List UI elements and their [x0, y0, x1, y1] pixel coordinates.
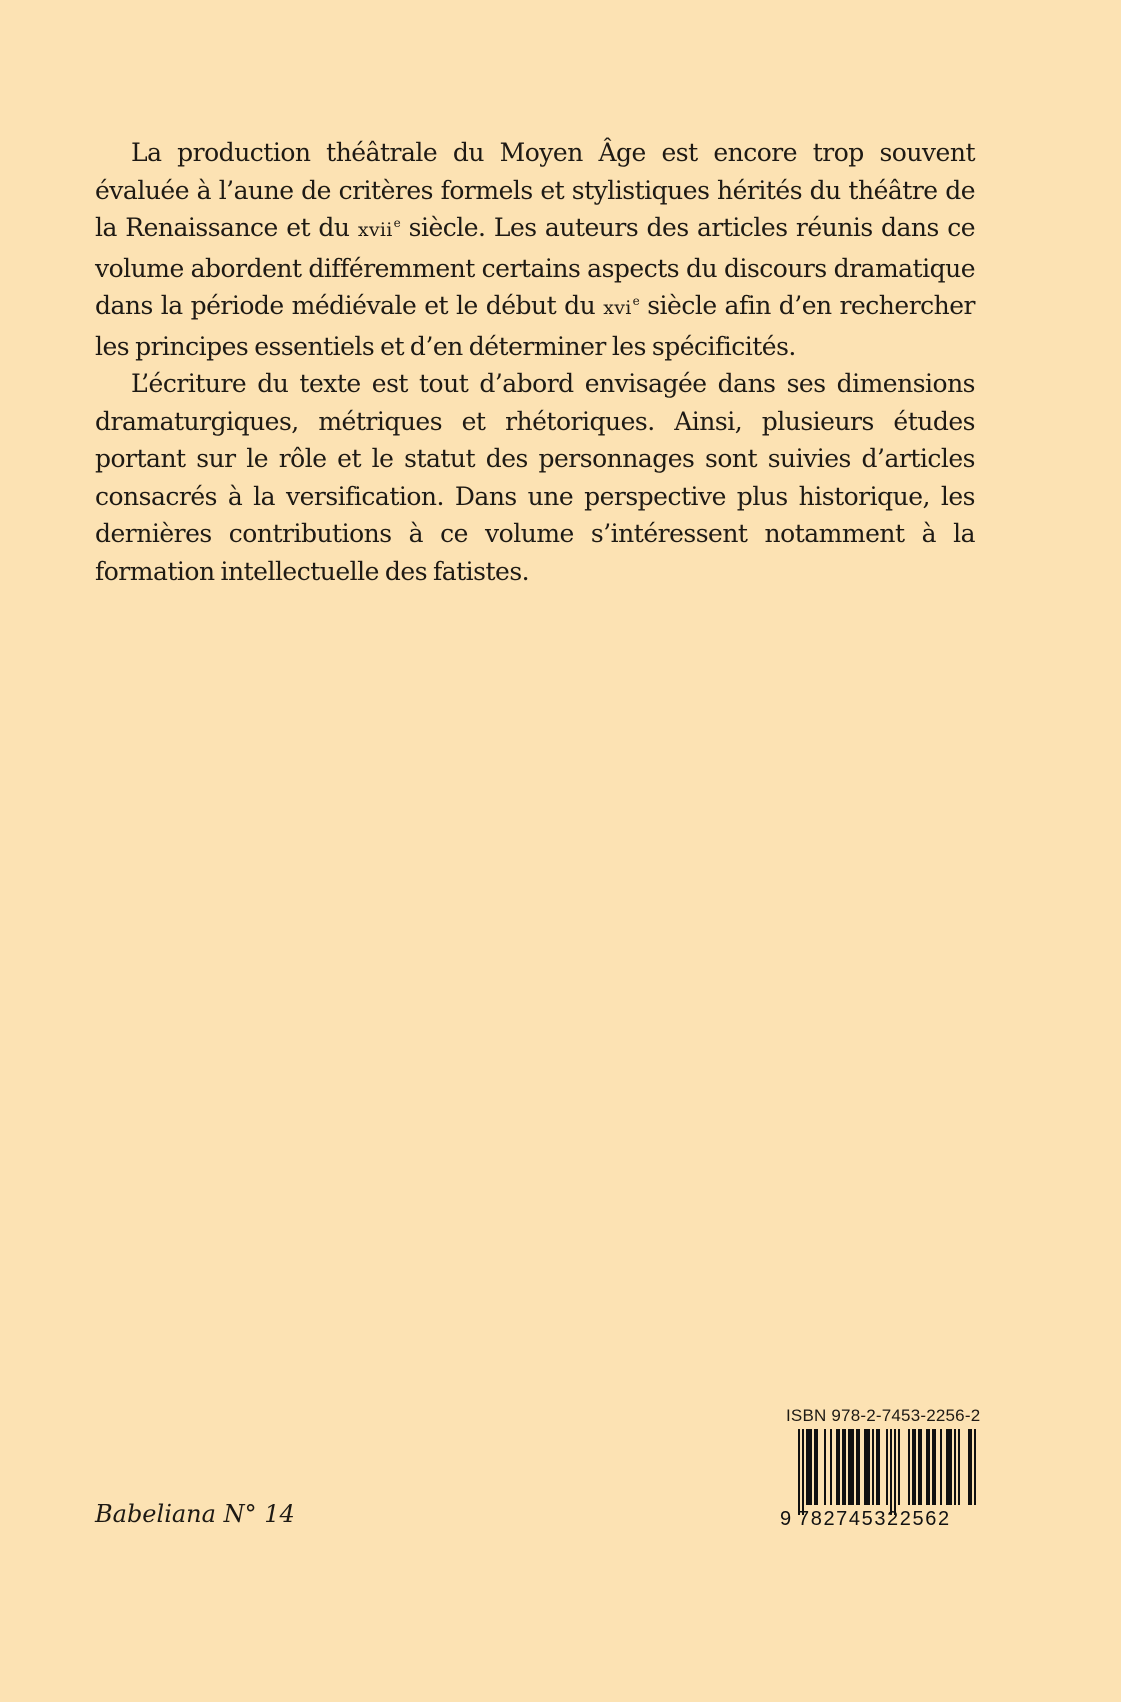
barcode-bar	[958, 1429, 960, 1505]
barcode-bar	[816, 1429, 818, 1505]
barcode-bar	[842, 1429, 844, 1505]
series-label: Babeliana N° 14	[95, 1500, 295, 1528]
barcode-bar	[908, 1429, 910, 1505]
barcode-bar	[802, 1429, 804, 1515]
barcode-bar	[920, 1429, 922, 1505]
barcode-bar	[878, 1429, 880, 1505]
barcode-bar	[894, 1429, 896, 1515]
barcode-bar	[932, 1429, 934, 1505]
barcode-bar	[852, 1429, 854, 1505]
barcode-bar	[866, 1429, 868, 1505]
barcode-bar	[946, 1429, 948, 1505]
barcode-bar	[838, 1429, 840, 1505]
blurb-paragraph-1	[95, 134, 975, 365]
barcode-bar	[898, 1429, 900, 1505]
barcode-bar	[890, 1429, 892, 1515]
century-numeral: xvi	[603, 297, 632, 319]
barcode-bar	[798, 1429, 800, 1515]
barcode-bar	[974, 1429, 976, 1505]
blurb-text: siècle. Les auteurs des articles réunis dans ce volume abordent différemment certains aspects du discours dramatique dans la période médiévale et le début du	[95, 213, 975, 320]
barcode-bar	[970, 1429, 972, 1505]
barcode-bar	[824, 1429, 826, 1505]
barcode-bar	[850, 1429, 852, 1505]
century-numeral: xvii	[357, 219, 393, 241]
barcode-bar	[848, 1429, 850, 1505]
barcode-bar	[912, 1429, 914, 1505]
barcode-bar	[806, 1429, 808, 1505]
blurb-paragraph-2: L’écriture du texte est tout d’abord envisagée dans ses dimensions dramaturgiques, métriques et rhétoriques. Ainsi, plusieurs études portant sur le rôle et le statut des personnages sont suivies d’articles consacrés à la versification. Dans une perspective plus historique, les dernières contributions à ce volume s’intéressent notamment à la formation intellectuelle des fatistes.	[95, 369, 975, 586]
barcode-bar	[940, 1429, 942, 1505]
barcode-icon	[780, 1429, 976, 1515]
barcode-bar	[858, 1429, 860, 1505]
barcode-bar	[934, 1429, 936, 1505]
barcode-bar	[948, 1429, 950, 1505]
barcode-bar	[864, 1429, 866, 1505]
barcode-bar	[830, 1429, 832, 1505]
century-suffix: e	[632, 294, 640, 308]
barcode-bar	[968, 1429, 970, 1505]
barcode-bar	[810, 1429, 812, 1505]
barcode-bar	[808, 1429, 810, 1505]
isbn-label: ISBN 978-2-7453-2256-2	[786, 1406, 981, 1425]
barcode-bar	[868, 1429, 870, 1505]
barcode-bar	[886, 1429, 888, 1505]
barcode-bar	[926, 1429, 928, 1505]
blurb-text: La production théâtrale du Moyen Âge est encore trop souvent évaluée à l’aune de critères formels et stylistiques hérités du théâtre de la Renaissance et du	[95, 138, 975, 242]
ean-first-digit: 9	[780, 1508, 792, 1530]
isbn-barcode-block	[780, 1406, 981, 1536]
blurb-text: siècle afin d’en rechercher les principes essentiels et d’en déterminer les spécificités.	[95, 291, 975, 361]
barcode-bar	[872, 1429, 874, 1505]
barcode-bar	[950, 1429, 952, 1505]
barcode-bar	[876, 1429, 878, 1505]
barcode-bar	[918, 1429, 920, 1505]
barcode-bar	[928, 1429, 930, 1505]
ean-digits: 782745322562	[798, 1508, 951, 1530]
barcode-bar	[836, 1429, 838, 1505]
barcode-bar	[856, 1429, 858, 1505]
barcode-bar	[844, 1429, 846, 1505]
back-cover-blurb	[95, 134, 975, 590]
barcode-bar	[914, 1429, 916, 1505]
century-suffix: e	[393, 216, 401, 230]
barcode-bar	[954, 1429, 956, 1505]
barcode-bar	[814, 1429, 816, 1505]
